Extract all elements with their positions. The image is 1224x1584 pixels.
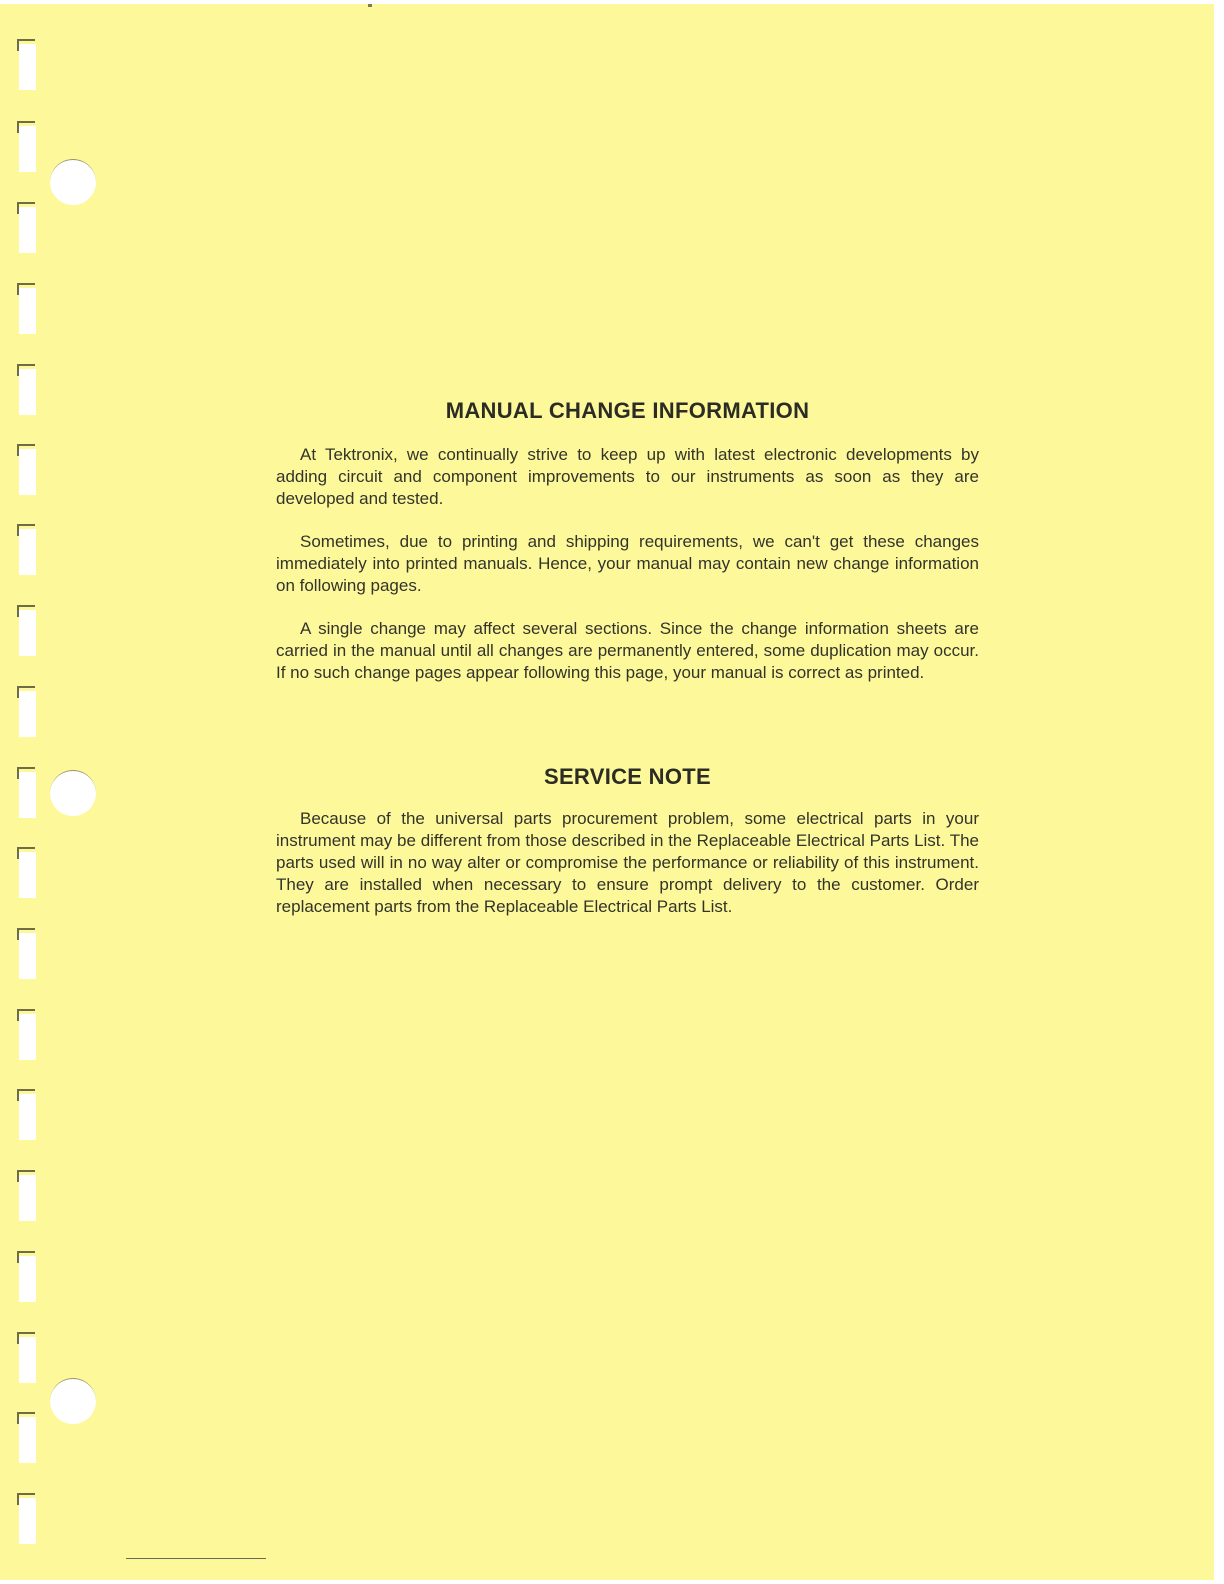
binder-slot [19,449,36,495]
binder-slot [19,691,36,737]
binder-slot [19,1498,36,1544]
manual-change-paragraph-2: Sometimes, due to printing and shipping requirements, we can't get these changes immediately into printed manuals. Hence, your manual may contain new change information on following pages. [276,532,979,595]
binder-slot [19,852,36,898]
binder-slot [19,369,36,415]
manual-change-paragraph-3: A single change may affect several sections. Since the change information sheets are carried in the manual until all changes are permanently entered, some duplication may occur. If no such change pages appear following this page, your manual is correct as printed. [276,619,979,682]
binder-slot [19,44,36,90]
binder-slot [19,1417,36,1463]
binder-slot [19,1094,36,1140]
binder-slot [19,529,36,575]
binder-slot [19,1175,36,1221]
manual-change-paragraph-1: At Tektronix, we continually strive to keep up with latest electronic developments by adding circuit and component improvements to our instruments as soon as they are developed and tested. [276,445,979,508]
binder-slot [19,933,36,979]
binder-slot [19,1256,36,1302]
manual-change-heading: MANUAL CHANGE INFORMATION [445,398,810,423]
scan-edge-mark [368,4,372,7]
binder-slot [19,1014,36,1060]
ring-hole [50,770,96,816]
binder-slot [19,126,36,172]
binder-slot [19,288,36,334]
ring-hole [50,159,96,205]
ring-hole [50,1378,96,1424]
manual-change-body [276,444,979,705]
binder-slot [19,1337,36,1383]
service-note-body [276,808,979,939]
document-page [0,4,1214,1580]
binder-slot [19,610,36,656]
bottom-rule [126,1558,266,1559]
binder-slot [19,772,36,818]
binder-slot [19,207,36,253]
service-note-paragraph: Because of the universal parts procurement problem, some electrical parts in your instrument may be different from those described in the Replaceable Electrical Parts List. The parts used will in no way alter or compromise the performance or reliability of this instrument. They are installed when necessary to ensure prompt delivery to the customer. Order replacement parts from the Replaceable Electrical Parts List. [276,809,979,916]
service-note-heading: SERVICE NOTE [543,764,711,789]
